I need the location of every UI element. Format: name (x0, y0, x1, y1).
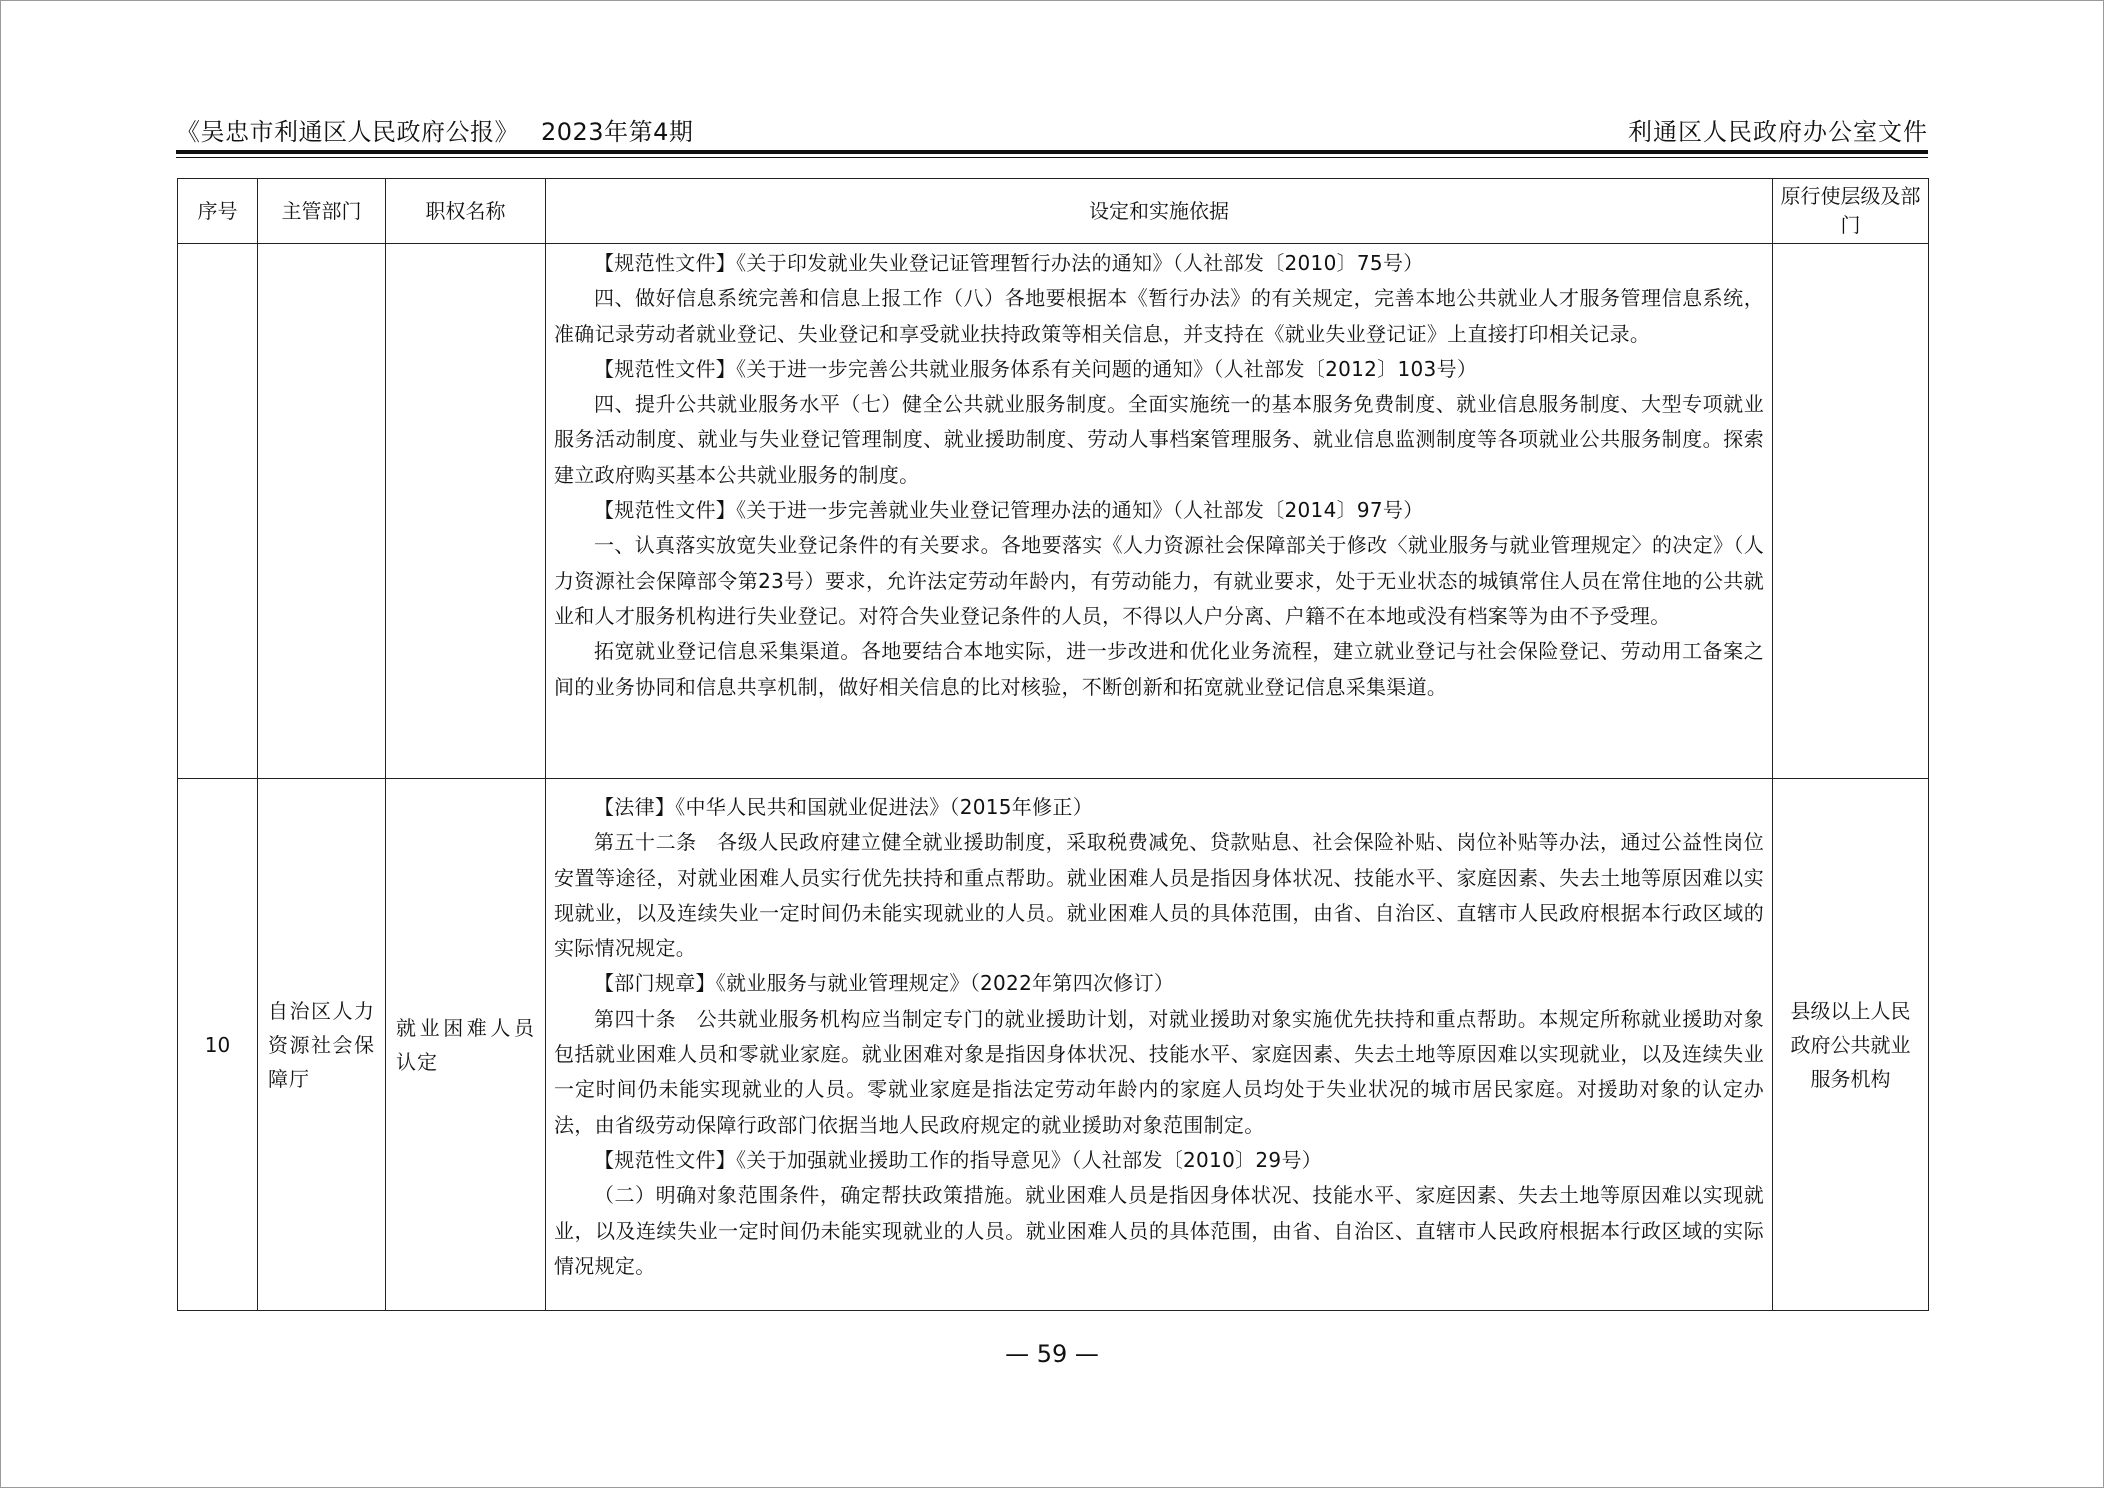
basis-heading: 【规范性文件】《关于进一步完善公共就业服务体系有关问题的通知》（人社部发〔2012〕103号） (594, 356, 1478, 381)
col-header-power-name: 职权名称 (386, 179, 546, 244)
basis-heading: 【规范性文件】《关于加强就业援助工作的指导意见》（人社部发〔2010〕29号） (594, 1147, 1323, 1172)
powers-table (177, 178, 1929, 1311)
power-name-cell: 就业困难人员认定 (386, 779, 546, 1311)
page-header (176, 108, 1928, 148)
basis-paragraph: 一、认真落实放宽失业登记条件的有关要求。各地要落实《人力资源社会保障部关于修改〈就业服务与就业管理规定〉的决定》（人力资源社会保障部令第23号）要求，允许法定劳动年龄内，有劳动能力，有就业要求，处于无业状态的城镇常住人员在常住地的公共就业和人才服务机构进行失业登记。对符合失业登记条件的人员，不得以人户分离、户籍不在本地或没有档案等为由不予受理。 (554, 533, 1764, 628)
page-number: — 59 — (1005, 1340, 1099, 1368)
basis-heading: 【规范性文件】《关于进一步完善就业失业登记管理办法的通知》（人社部发〔2014〕97号） (594, 498, 1424, 523)
issue-label: 2023年第4期 (541, 118, 694, 146)
col-header-seq: 序号 (178, 179, 258, 244)
seq-cell (178, 244, 258, 779)
basis-cell (546, 779, 1773, 1311)
department-cell (258, 244, 386, 779)
col-header-department: 主管部门 (258, 179, 386, 244)
table-row (178, 244, 1929, 779)
basis-paragraph: 拓宽就业登记信息采集渠道。各地要结合本地实际，进一步改进和优化业务流程，建立就业登记与社会保险登记、劳动用工备案之间的业务协同和信息共享机制，做好相关信息的比对核验，不断创新和拓宽就业登记信息采集渠道。 (554, 639, 1764, 699)
table-header-row (178, 179, 1929, 244)
header-rule-thick (176, 150, 1928, 154)
basis-paragraph: 第四十条 公共就业服务机构应当制定专门的就业援助计划，对就业援助对象实施优先扶持和重点帮助。本规定所称就业援助对象包括就业困难人员和零就业家庭。就业困难对象是指因身体状况、技能水平、家庭因素、失去土地等原因难以实现就业，以及连续失业一定时间仍未能实现就业的人员。零就业家庭是指法定劳动年龄内的家庭人员均处于失业状况的城市居民家庭。对援助对象的认定办法，由省级劳动保障行政部门依据当地人民政府规定的就业援助对象范围制定。 (554, 1006, 1764, 1137)
level-cell (1773, 244, 1929, 779)
publication-header (176, 112, 693, 147)
basis-heading: 【法律】《中华人民共和国就业促进法》（2015年修正） (594, 795, 1093, 819)
seq-cell: 10 (178, 779, 258, 1311)
basis-paragraph: 四、做好信息系统完善和信息上报工作（八）各地要根据本《暂行办法》的有关规定，完善本地公共就业人才服务管理信息系统，准确记录劳动者就业登记、失业登记和享受就业扶持政策等相关信息，并支持在《就业失业登记证》上直接打印相关记录。 (554, 286, 1764, 346)
office-label: 利通区人民政府办公室文件 (1628, 118, 1928, 146)
level-cell: 县级以上人民政府公共就业服务机构 (1773, 779, 1929, 1311)
col-header-level: 原行使层级及部门 (1773, 179, 1929, 244)
table-row (178, 779, 1929, 1311)
basis-cell (546, 244, 1773, 779)
basis-paragraph: （二）明确对象范围条件，确定帮扶政策措施。就业困难人员是指因身体状况、技能水平、家庭因素、失去土地等原因难以实现就业，以及连续失业一定时间仍未能实现就业的人员。就业困难人员的具体范围，由省、自治区、直辖市人民政府根据本行政区域的实际情况规定。 (554, 1183, 1764, 1278)
department-cell: 自治区人力资源社会保障厅 (258, 779, 386, 1311)
basis-paragraph: 四、提升公共就业服务水平（七）健全公共就业服务制度。全面实施统一的基本服务免费制度、就业信息服务制度、大型专项就业服务活动制度、就业与失业登记管理制度、就业援助制度、劳动人事档案管理服务、就业信息监测制度等各项就业公共服务制度。探索建立政府购买基本公共就业服务的制度。 (554, 392, 1764, 487)
basis-heading: 【规范性文件】《关于印发就业失业登记证管理暂行办法的通知》（人社部发〔2010〕75号） (594, 251, 1424, 275)
header-rule-thin (176, 157, 1928, 158)
basis-heading: 【部门规章】《就业服务与就业管理规定》（2022年第四次修订） (594, 971, 1175, 996)
power-name-cell (386, 244, 546, 779)
col-header-basis: 设定和实施依据 (546, 179, 1773, 244)
publication-title: 《吴忠市利通区人民政府公报》 (176, 118, 519, 146)
basis-paragraph: 第五十二条 各级人民政府建立健全就业援助制度，采取税费减免、贷款贴息、社会保险补贴、岗位补贴等办法，通过公益性岗位安置等途径，对就业困难人员实行优先扶持和重点帮助。就业困难人员是指因身体状况、技能水平、家庭因素、失去土地等原因难以实现就业，以及连续失业一定时间仍未能实现就业的人员。就业困难人员的具体范围，由省、自治区、直辖市人民政府根据本行政区域的实际情况规定。 (554, 830, 1764, 961)
